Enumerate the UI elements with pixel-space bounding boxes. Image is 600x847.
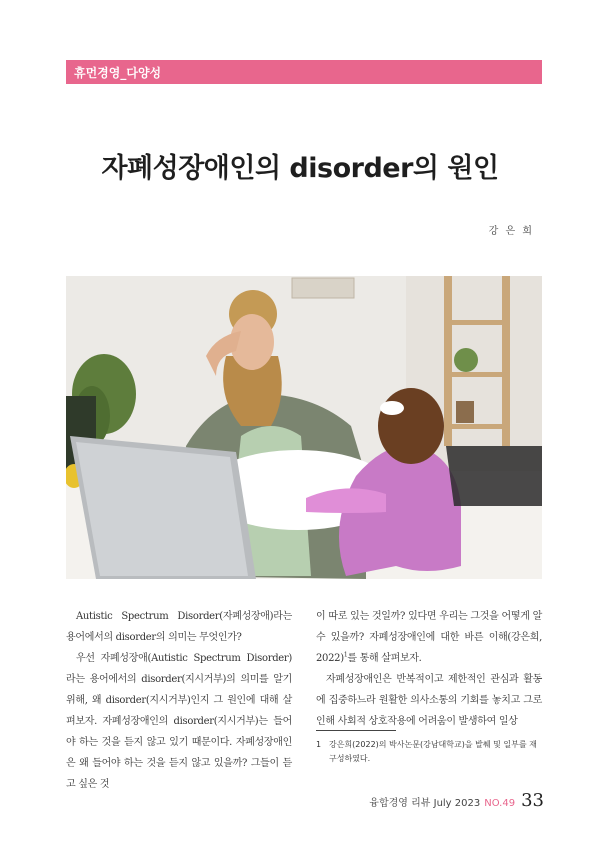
footnote-divider — [316, 730, 396, 731]
body-column-left — [66, 606, 292, 795]
footnote-number: 1 — [316, 740, 322, 749]
body-paragraph: Autistic Spectrum Disorder(자폐성장애)라는 용어에서의 disorder의 의미는 무엇인가? — [66, 611, 292, 643]
body-paragraph: 자폐성장애인은 반복적이고 제한적인 관심과 활동에 집중하느라 원활한 의사소통의 기회를 놓치고 그로 인해 사회적 상호작용에 어려움이 발생하여 일상 — [316, 674, 542, 727]
page-footer — [369, 790, 544, 811]
footnote-text: 강은희(2022)의 박사논문(강남대학교)을 발췌 및 일부를 재구성하였다. — [329, 740, 537, 763]
body-text: 이 따로 있는 것일까? 있다면 우리는 그것을 어떻게 알 수 있을까? 자폐성장애인에 대한 바른 이해(강은희, 2022) — [316, 611, 542, 664]
page-number: 33 — [521, 790, 544, 811]
footnote-reference[interactable]: 1 — [343, 651, 348, 659]
section-label: 휴먼경영_다양성 — [74, 66, 162, 80]
body-paragraph: 우선 자폐성장애(Autistic Spectrum Disorder)라는 용어에서의 disorder(지시거부)의 의미를 알기 위해, 왜 disorder(지시거부)인지 그 원인에 대해 살펴보자. 자폐성장애인의 disorder(지시거부)는 들어야 하는 것을 듣지 않고 있기 때문이다. 자폐성장애인은 왜 들어야 하는 것을 듣지 않고 있을까? 그들이 듣고 싶은 것 — [66, 653, 292, 790]
section-header-bar — [66, 60, 542, 84]
footnote — [316, 738, 544, 766]
issue-number: NO.49 — [484, 798, 516, 809]
body-text: 를 통해 살펴보자. — [347, 653, 422, 664]
article-photo — [66, 276, 542, 579]
body-column-right — [316, 606, 542, 732]
body-paragraph — [316, 606, 542, 669]
author-name: 강 은 희 — [488, 226, 534, 237]
mother-and-child-photo-icon — [66, 276, 542, 579]
magazine-name: 융합경영 리뷰 July 2023 — [369, 798, 481, 809]
article-title: 자폐성장애인의 disorder의 원인 — [101, 153, 499, 184]
